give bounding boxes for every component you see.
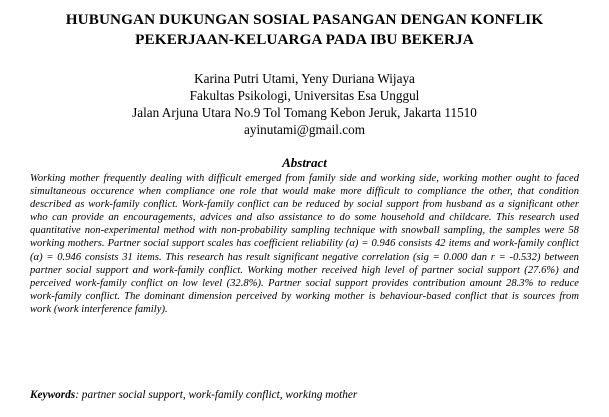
- author-names: Karina Putri Utami, Yeny Duriana Wijaya: [194, 71, 415, 86]
- keywords-text: : partner social support, work-family conflict, working mother: [75, 389, 358, 401]
- keywords-line: [30, 388, 590, 402]
- author-email: ayinutami@gmail.com: [244, 122, 365, 137]
- keywords-label: Keywords: [30, 389, 76, 401]
- abstract-heading: Abstract: [282, 155, 327, 170]
- paper-title-line-2: PEKERJAAN-KELUARGA PADA IBU BEKERJA: [135, 31, 474, 48]
- author-address: Jalan Arjuna Utara No.9 Tol Tomang Kebon Jeruk, Jakarta 11510: [132, 105, 477, 120]
- paper-title: [0, 10, 609, 50]
- abstract-body: Working mother frequently dealing with difficult emerged from family side and working side, working mother ought to faced simultaneous occurence when compliance one role that would make more difficult to compliance the other, that condition described as work-family conflict. Work-family conflict can be reduced by social support from husband as a significant other who can provide an encouragements, advices and also assistance to do some household and childcare. This research used quantitative non-experimental method with non-probability sampling technique with snowball sampling, the samples were 58 working mothers. Partner social support scales has coefficient reliability (α) = 0.946 consists 42 items and work-family conflict (α) = 0.946 consists 31 items. This research has result significant negative correlation (sig = 0.000 dan r = -0.532) between partner social support and work-family conflict. Working mother received high level of partner social support (27.6%) and perceived work-family conflict on low level (32.8%). Partner social support provides contribution amount 28.3% to reduce work-family conflict. The dominant dimension perceived by working mother is behaviour-based conflict that is sources from work (work interference family).: [30, 173, 579, 315]
- author-block: [0, 70, 609, 138]
- paper-title-line-1: HUBUNGAN DUKUNGAN SOSIAL PASANGAN DENGAN KONFLIK: [65, 11, 544, 28]
- author-faculty: Fakultas Psikologi, Universitas Esa Unggul: [189, 88, 420, 103]
